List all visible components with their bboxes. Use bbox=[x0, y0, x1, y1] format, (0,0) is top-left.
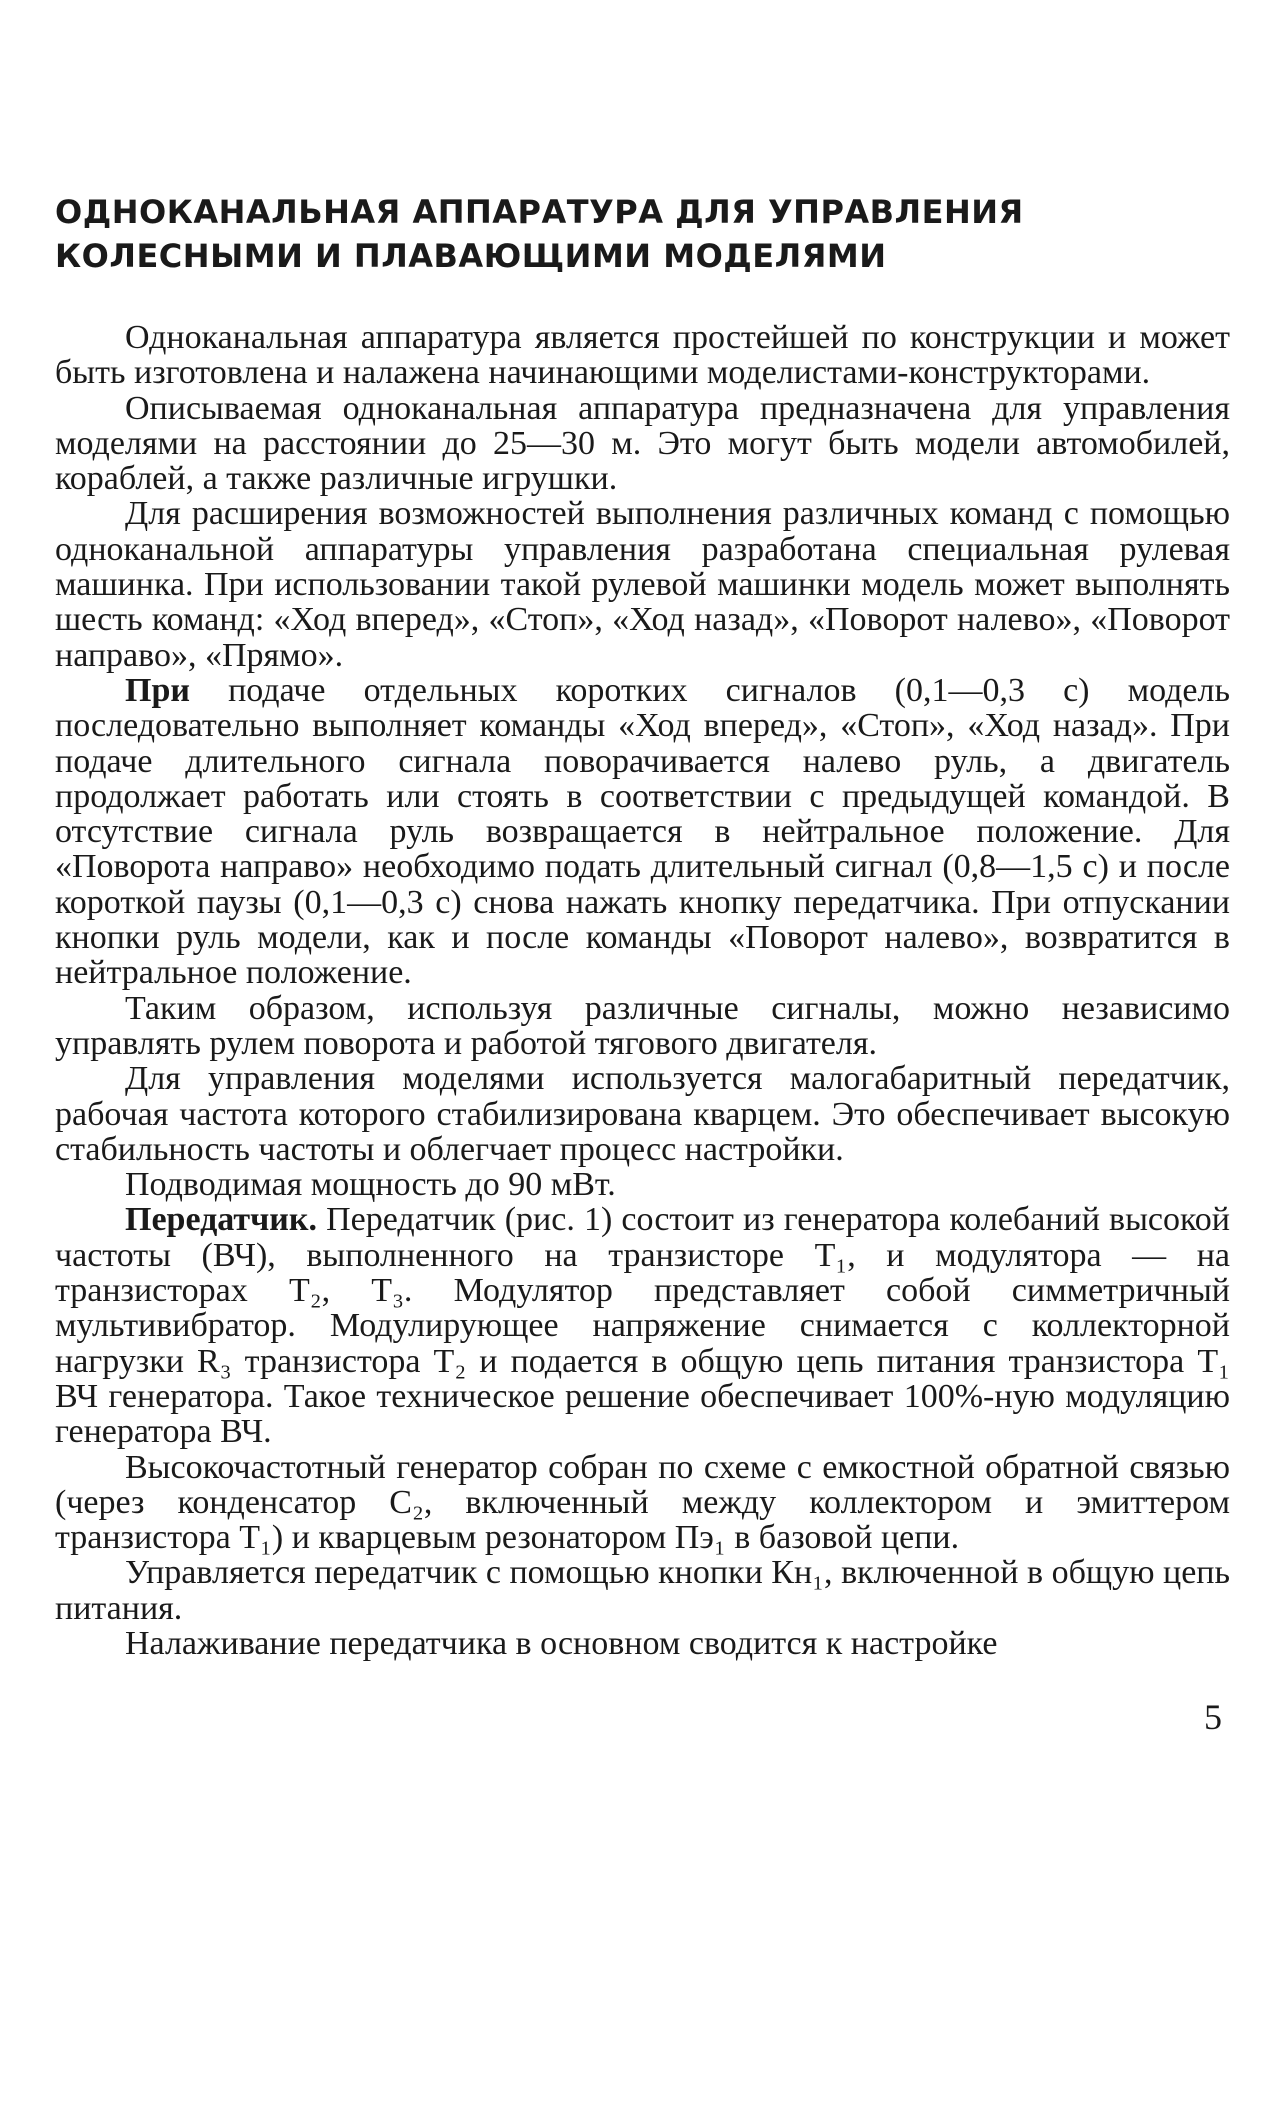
paragraph-4 bbox=[55, 673, 1230, 991]
paragraph-9: Высокочастотный генератор собран по схеме с емкостной обратной связью (через конденсатор С₂, включенный между коллектором и эмиттером транзистора Т₁) и кварцевым резонатором Пэ₁ в базовой цепи. bbox=[55, 1448, 1230, 1557]
paragraph-4-lead: При bbox=[125, 671, 190, 709]
paragraph-4-text: подаче отдельных коротких сигналов (0,1—0,3 с) модель последовательно выполняет команды «Ход вперед», «Стоп», «Ход назад». При подаче длительного сигнала поворачивается налево руль, а двигатель продолжает работать или стоять в соответствии с предыдущей командой. В отсутствие сигнала руль возвращается в нейтральное положение. Для «Поворота направо» необходимо подать длительный сигнал (0,8—1,5 с) и после короткой паузы (0,1—0,3 с) снова нажать кнопку передатчика. При отпускании кнопки руль модели, как и после команды «Поворот налево», возвратится в нейтральное положение. bbox=[55, 671, 1230, 992]
page-number: 5 bbox=[1204, 1697, 1222, 1738]
chapter-title-line-2: КОЛЕСНЫМИ И ПЛАВАЮЩИМИ МОДЕЛЯМИ bbox=[55, 237, 887, 275]
paragraph-11: Налаживание передатчика в основном сводится к настройке bbox=[125, 1624, 998, 1662]
page-content bbox=[55, 190, 1230, 1661]
body-text bbox=[55, 320, 1230, 1661]
paragraph-8-text: Передатчик (рис. 1) состоит из генератора колебаний высокой частоты (ВЧ), выполненного на транзисторе Т₁, и модулятора — на транзисторах Т₂, Т₃. Модулятор представляет собой симметричный мультивибратор. Модулирующее напряжение снимается с коллекторной нагрузки R₃ транзистора Т₂ и подается в общую цепь питания транзистора Т₁ ВЧ генератора. Такое техническое решение обеспечивает 100%-ную модуляцию генератора ВЧ. bbox=[55, 1201, 1230, 1451]
paragraph-5: Таким образом, используя различные сигналы, можно независимо управлять рулем поворота и работой тягового двигателя. bbox=[55, 989, 1230, 1062]
paragraph-7: Подводимая мощность до 90 мВт. bbox=[125, 1166, 616, 1204]
chapter-title bbox=[55, 190, 1230, 278]
paragraph-8 bbox=[55, 1202, 1230, 1449]
paragraph-1: Одноканальная аппаратура является простейшей по конструкции и может быть изготовлена и налажена начинающими моделистами-конструкторами. bbox=[55, 319, 1230, 392]
paragraph-10: Управляется передатчик с помощью кнопки Кн₁, включенной в общую цепь питания. bbox=[55, 1554, 1230, 1627]
chapter-title-line-1: ОДНОКАНАЛЬНАЯ АППАРАТУРА ДЛЯ УПРАВЛЕНИЯ bbox=[55, 193, 1024, 231]
section-heading-transmitter: Передатчик. bbox=[125, 1201, 317, 1239]
paragraph-2: Описываемая одноканальная аппаратура предназначена для управления моделями на расстоянии до 25—30 м. Это могут быть модели автомобилей, кораблей, а также различные игрушки. bbox=[55, 389, 1230, 498]
paragraph-3: Для расширения возможностей выполнения различных команд с помощью одноканальной аппаратуры управления разработана специальная рулевая машинка. При использовании такой рулевой машинки модель может выполнять шесть команд: «Ход вперед», «Стоп», «Ход назад», «Поворот налево», «Поворот направо», «Прямо». bbox=[55, 495, 1230, 674]
paragraph-6: Для управления моделями используется малогабаритный передатчик, рабочая частота которого стабилизирована кварцем. Это обеспечивает высокую стабильность частоты и облегчает процесс настройки. bbox=[55, 1060, 1230, 1168]
